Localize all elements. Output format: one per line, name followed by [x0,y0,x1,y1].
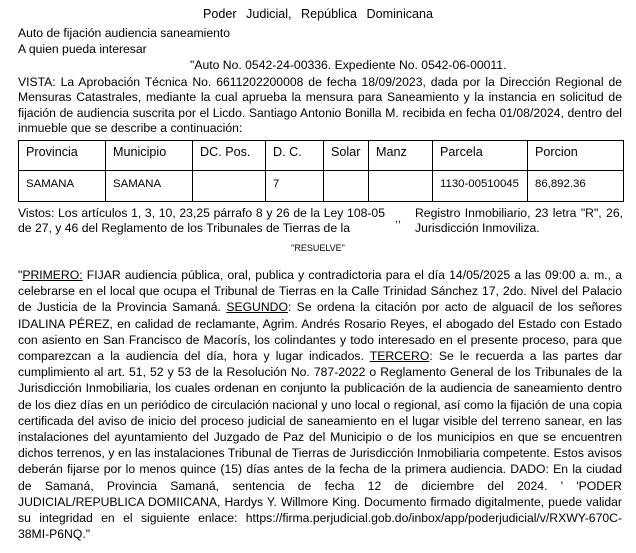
header-cell-municipio: Municipio [106,141,193,171]
header-cell-porcion: Porcion [528,141,624,171]
vistos-right-column: Registro Inmobiliario, 23 letra "R", 26, Jurisdicción Inmoviliza. [415,206,623,236]
cell-porcion: 86,892.36 [528,171,624,202]
segundo-label: SEGUNDO [226,300,288,315]
primero-label: PRIMERO: [22,268,83,282]
cell-municipio: SAMANA [106,171,193,202]
page-header: Poder Judicial, República Dominicana [202,7,434,21]
cell-dc: 7 [266,171,324,202]
vista-paragraph: VISTA: La Aprobación Técnica No. 6611202200008 de fecha 18/09/2023, dada por la Dirección Regional de Mensuras Catastrales, mediante la cual aprueba la mensura para Saneamiento y la instancia en solicitud de fijación de audiencia suscrita por el Licdo. Santiago Antonio Bonilla M. recibida en fecha 01/08/2024, dentro del inmueble que se describe a continuación: [18,75,622,136]
table-header-row [19,141,624,171]
table-row [19,171,624,202]
cell-provincia: SAMANA [19,171,106,202]
cell-manz [369,171,433,202]
property-table [18,140,624,202]
header-cell-dc: D. C. [266,141,324,171]
resolution-body: "PRIMERO: FIJAR audiencia pública, oral, publica y contradictoria para el día 14/05/2025 a las 09:00 a. m., a celebrarse en el local que ocupa el Tribunal de Tierras en la Calle Trinidad Sánchez 17, 2do. Nivel del Palacio de Justicia de la Provincia Samaná. SEGUNDO: Se ordena la citación por acto de alguacil de los señores IDALINA PÉREZ, en calidad de reclamante, Agrim. Andrés Rosario Reyes, el abogado del Estado con Estado con asiento en San Francisco de Macorís, los colindantes y todo interesado en el presente proceso, para que comparezcan a la audiencia del día, hora y lugar indicados. TERCERO: Se le recuerda a las partes dar cumplimiento al art. 51, 52 y 53 de la Resolución No. 787-2022 o Reglamento General de los Tribunales de la Jurisdicción Inmobiliaria, los cuales ordenan en conjunto la publicación de la audiencia de saneamiento dentro de los diez días en un periódico de circulación nacional y uno local o regional, así como la fijación de una copia certificada del aviso de inicio del proceso judicial de saneamiento en el lugar visible del terreno sanear, en las instalaciones del ayuntamiento del Juzgado de Paz del Municipio o de los municipios en que se encuentren dichos terrenos, y en las instalaciones Tribunal de Tierras de Jurisdicción Inmobiliaria competente. Estos avisos deberán fijarse por lo menos quince (15) días antes de la fecha de la primera audiencia. DADO: En la ciudad de Samaná, Provincia Samaná, sentencia de fecha 12 de diciembre del 2024. ' 'PODER JUDICIAL/REPUBLICA DOMIICANA, Hardys Y. Willmore King. Documento firmado digitalmente, puede validar su integridad en el siguiente enlace: https://firma.perjudicial.gob.do/inbox/app/poderjudicial/v/RXWY-670C-38MI-P6NQ." [18,268,622,542]
segundo-text: : Se ordena la citación por acto de alguacil de los señores IDALINA PÉREZ, en calidad de reclamante, Agrim. Andrés Rosario Reyes, el abogado del Estado con Estado con asiento en San Francisco de Macorís, los colindantes y todo interesado en el presente proceso, para que comparezcan a la audiencia del día, hora y lugar indicados. [18,300,622,364]
cell-parcela: 1130-00510045 [433,171,528,202]
vistos-left-column: Vistos: Los artículos 1, 3, 10, 23,25 párrafo 8 y 26 de la Ley 108-05 de 27, y 46 del Reglamento de los Tribunales de Tierras de la [18,206,385,236]
vistos-quote-mark: ,, [395,213,402,225]
tercero-text: : Se le recuerda a las partes dar cumplimiento al art. 51, 52 y 53 de la Resolución No. 787-2022 o Reglamento General de los Tribunales de la Jurisdicción Inmobiliaria, los cuales ordenan en conjunto la publicación de la audiencia de saneamiento dentro de los diez días en un periódico de circulación nacional y uno local o regional, así como la fijación de una copia certificada del aviso de inicio del proceso judicial de saneamiento en el lugar visible del terreno sanear, en las instalaciones del ayuntamiento del Juzgado de Paz del Municipio o de los municipios en que se encuentren dichos terrenos, y en las instalaciones Tribunal de Tierras de Jurisdicción Inmobiliaria competente. Estos avisos deberán fijarse por lo menos quince (15) días antes de la fecha de la primera audiencia. DADO: En la ciudad de Samaná, Provincia Samaná, sentencia de fecha 12 de diciembre del 2024. ' 'PODER JUDICIAL/REPUBLICA DOMIICANA, Hardys Y. Willmore King. Documento firmado digitalmente, puede validar su integridad en el siguiente enlace: https://firma.perjudicial.gob.do/inbox/app/poderjudicial/v/RXWY-670C-38MI-P6NQ." [18,349,622,542]
primero-text: FIJAR audiencia pública, oral, publica y contradictoria para el día 14/05/2025 a las 09:00 a. m., a celebrarse en el local que ocupa el Tribunal de Tierras en la Calle Trinidad Sánchez 17, 2do. Nivel del Palacio de Justicia de la Provincia Samaná. [18,268,622,315]
resuelve-heading: "RESUELVE" [291,243,345,253]
header-cell-provincia: Provincia [19,141,106,171]
header-cell-parcela: Parcela [433,141,528,171]
header-cell-manz: Manz [369,141,433,171]
cell-dc-pos [193,171,266,202]
cell-solar [324,171,369,202]
document-title: Auto de fijación audiencia saneamiento [18,26,231,40]
auto-reference: "Auto No. 0542-24-00336. Expediente No. 0542-06-00011. [190,58,507,72]
header-cell-solar: Solar [324,141,369,171]
tercero-label: TERCERO [369,349,430,364]
salutation: A quien pueda interesar [18,42,147,56]
header-cell-dc-pos: DC. Pos. [193,141,266,171]
